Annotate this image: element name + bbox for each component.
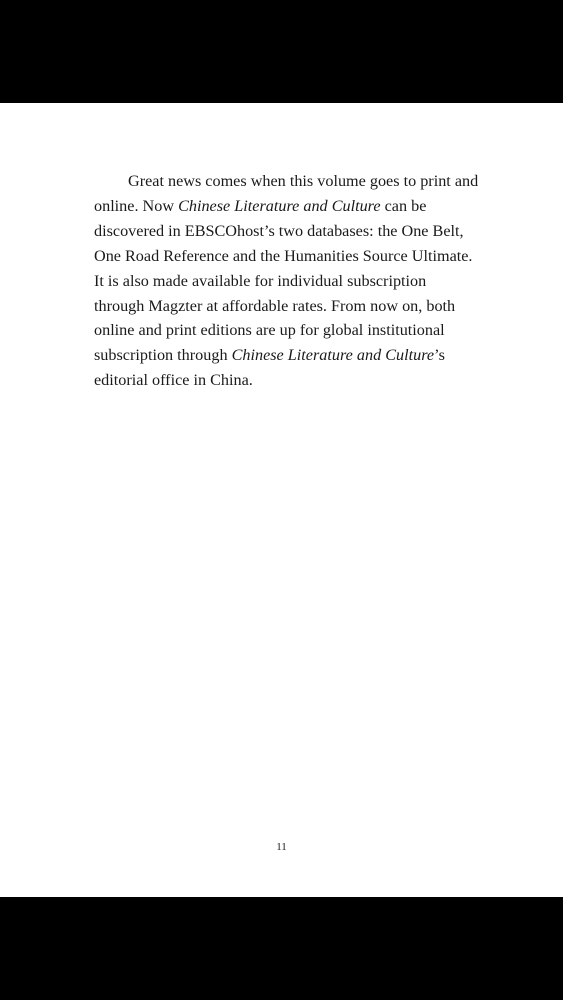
text-line-7 [94,318,509,343]
page-number: 11 [276,841,287,853]
text-run: editorial office in China. [94,371,253,390]
text-run: One Road Reference and the Humanities Source Ultimate. [94,246,473,265]
text-line-3 [94,219,509,244]
text-run: Great news comes when this volume goes to print and [128,172,479,190]
document-page[interactable] [0,103,563,897]
text-line-9 [94,368,509,393]
text-line-6 [94,294,509,319]
text-line-5 [94,269,509,294]
text-line-8 [94,343,509,368]
text-line-4 [94,244,509,269]
body-paragraph [94,169,509,393]
text-run: ’s [434,346,445,365]
text-line-1 [94,169,509,194]
text-run: through Magzter at affordable rates. From now on, both [94,296,456,315]
text-run: subscription through [94,346,232,365]
text-run: online. Now [94,196,179,215]
text-run: discovered in EBSCOhost’s two databases: the One Belt, [94,221,464,240]
journal-title-italic: Chinese Literature and Culture [231,346,435,365]
text-line-2 [94,194,509,219]
text-run: can be [380,196,427,215]
journal-title-italic: Chinese Literature and Culture [178,196,381,215]
text-run: online and print editions are up for global institutional [94,321,445,340]
text-run: It is also made available for individual subscription [94,271,427,290]
